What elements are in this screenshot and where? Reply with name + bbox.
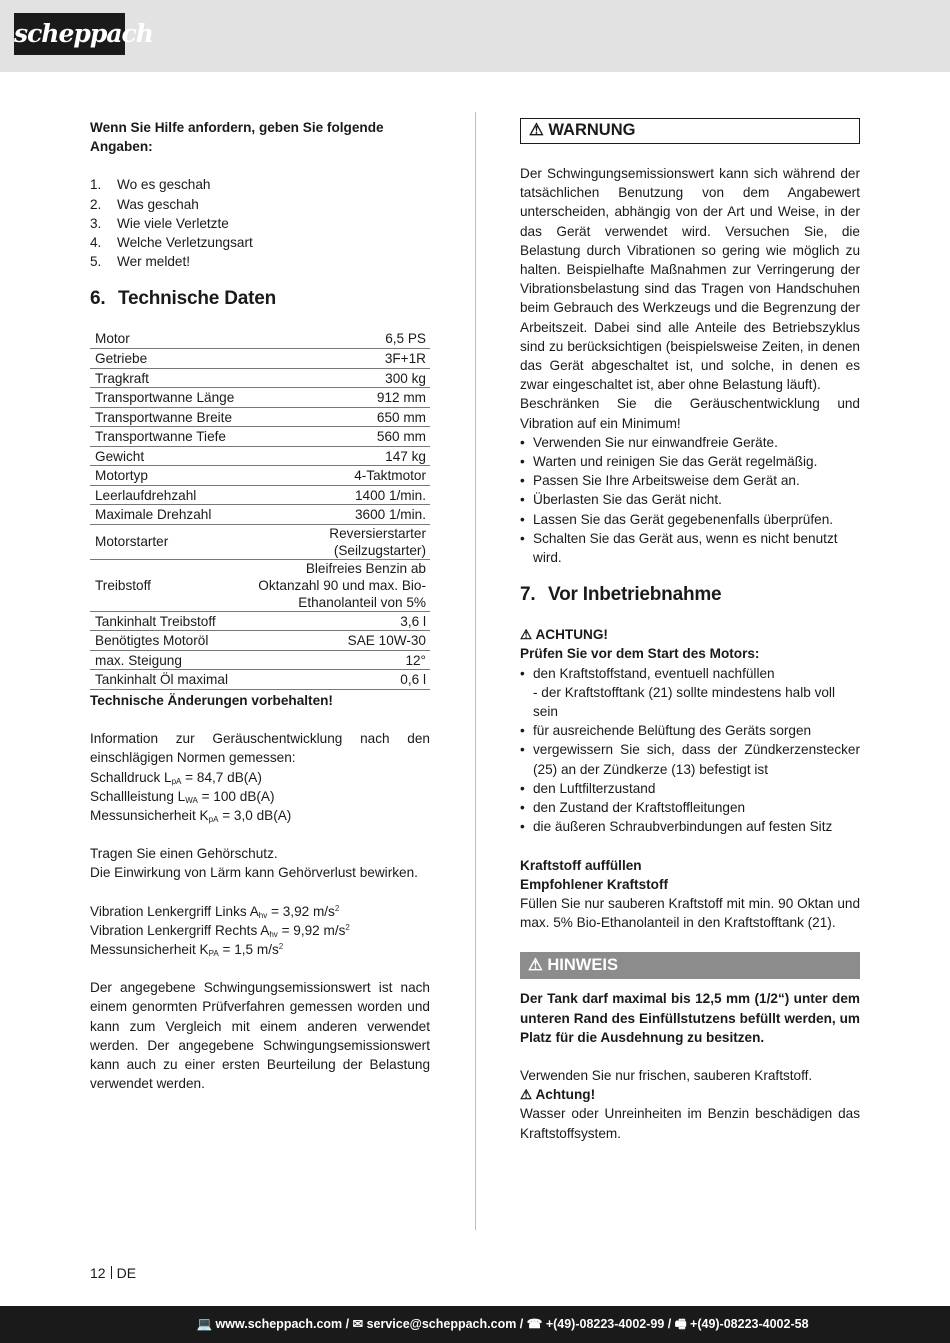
table-row xyxy=(90,388,430,408)
help-list xyxy=(90,175,430,271)
spec-label: Motorstarter xyxy=(90,524,240,559)
warning-box xyxy=(520,118,860,144)
website-link[interactable]: www.scheppach.com xyxy=(215,1317,343,1331)
hearing-warning: Die Einwirkung von Lärm kann Gehörverlust bewirken. xyxy=(90,865,418,881)
vibration-text: Der angegebene Schwingungsemissionswert ist nach einem genormten Prüfverfahren gemessen worden und kann zum Vergleich mit einem anderen verwendet werden. Der angegebene Schwingungsemissionswert kann auch zu einer ersten Beurteilung der Belastung verwendet werden. xyxy=(90,980,430,1092)
list-item: • Lassen Sie das Gerät gegebenenfalls überprüfen. xyxy=(520,510,860,529)
fax-number: +(49)-08223-4002-58 xyxy=(690,1317,809,1331)
fuel-title: Kraftstoff auffüllen xyxy=(520,857,642,873)
section-heading-technical-data: 6. Technische Daten xyxy=(90,288,276,310)
spec-label: Benötigtes Motoröl xyxy=(90,631,240,651)
notice-box xyxy=(520,952,860,979)
mail-icon: ✉ xyxy=(352,1317,364,1331)
list-item: 2. Was geschah xyxy=(90,196,199,212)
caution-label-2: ⚠ Achtung! xyxy=(520,1087,596,1103)
header-bar xyxy=(0,0,950,72)
table-row xyxy=(90,505,430,525)
fresh-fuel-text: Verwenden Sie nur frischen, sauberen Kraftstoff. xyxy=(520,1067,813,1083)
spec-label: Tankinhalt Öl maximal xyxy=(90,670,240,690)
list-item: • Passen Sie Ihre Arbeitsweise dem Gerät an. xyxy=(520,471,860,490)
spec-label: Leerlaufdrehzahl xyxy=(90,485,240,505)
noise-info: Information zur Geräuschentwicklung nach den einschlägigen Normen gemessen: xyxy=(90,731,430,766)
table-row xyxy=(90,329,430,349)
table-row xyxy=(90,524,430,559)
spec-label: Gewicht xyxy=(90,446,240,466)
column-divider xyxy=(475,112,476,1230)
help-intro: Wenn Sie Hilfe anfordern, geben Sie folgende Angaben: xyxy=(90,120,384,155)
spec-label: Maximale Drehzahl xyxy=(90,505,240,525)
water-text: Wasser oder Unreinheiten im Benzin beschädigen das Kraftstoffsystem. xyxy=(520,1106,860,1141)
list-item: 4. Welche Verletzungsart xyxy=(90,235,253,251)
fuel-text: Füllen Sie nur sauberen Kraftstoff mit min. 90 Oktan und max. 5% Bio-Ethanolanteil in den Kraftstofftank (21). xyxy=(520,895,860,931)
limit-text: Beschränken Sie die Geräuschentwicklung und Vibration auf ein Minimum! xyxy=(520,396,860,431)
table-row xyxy=(90,368,430,388)
list-item: 1. Wo es geschah xyxy=(90,177,211,193)
spec-value: Bleifreies Benzin ab Oktanzahl 90 und max. Bio-Ethanolanteil von 5% xyxy=(240,559,430,611)
spec-label: Transportwanne Länge xyxy=(90,388,240,408)
spec-label: Getriebe xyxy=(90,349,240,369)
list-item: 3. Wie viele Verletzte xyxy=(90,215,229,231)
list-item: • Schalten Sie das Gerät aus, wenn es nicht benutzt wird. xyxy=(520,529,860,567)
table-row xyxy=(90,670,430,690)
spec-label: Treibstoff xyxy=(90,559,240,611)
spec-value: 147 kg xyxy=(240,446,430,466)
caution-icon: ⚠ xyxy=(520,1087,533,1103)
email-link[interactable]: service@scheppach.com xyxy=(366,1317,517,1331)
spec-value: 0,6 l xyxy=(240,670,430,690)
table-row xyxy=(90,427,430,447)
check-list xyxy=(520,664,860,837)
page-number: 12 DE xyxy=(90,1265,137,1281)
right-column xyxy=(520,118,860,1143)
list-item: • Verwenden Sie nur einwandfreie Geräte. xyxy=(520,433,860,452)
footer-bar: 💻 www.scheppach.com / ✉ service@scheppach.com / ☎ +(49)-08223-4002-99 / 🖷 +(49)-08223-4002-58 xyxy=(0,1306,950,1343)
table-row xyxy=(90,650,430,670)
table-row xyxy=(90,349,430,369)
phone-icon: ☎ xyxy=(526,1317,543,1331)
notice-text: Der Tank darf maximal bis 12,5 mm (1/2“) unter dem unteren Rand des Einfüllstutzens befüllt werden, um Platz für die Ausdehnung zu besitzen. xyxy=(520,991,860,1045)
computer-icon: 💻 xyxy=(196,1317,213,1331)
section-heading-before-operation: 7. Vor Inbetriebnahme xyxy=(520,584,722,606)
vibration-value-2: Vibration Lenkergriff Rechts $A_{hv} = 9,92$ $m/s^2$ xyxy=(90,922,350,939)
caution-icon: ⚠ xyxy=(520,627,533,643)
left-column xyxy=(90,118,430,1093)
list-item: • den Luftfilterzustand xyxy=(520,779,860,798)
notice-title: HINWEIS xyxy=(547,956,618,975)
spec-value: 3600 1/min. xyxy=(240,505,430,525)
spec-table xyxy=(90,329,430,690)
noise-value-1: Schalldruck $L_{pA} = 84,7$ dB(A) xyxy=(90,769,262,786)
spec-value: 3,6 l xyxy=(240,611,430,631)
warning-title: WARNUNG xyxy=(548,121,636,139)
table-row xyxy=(90,466,430,486)
fuel-subtitle: Empfohlener Kraftstoff xyxy=(520,876,669,892)
hearing-protection: Tragen Sie einen Gehörschutz. xyxy=(90,846,278,862)
spec-label: Motortyp xyxy=(90,466,240,486)
tech-changes-note: Technische Änderungen vorbehalten! xyxy=(90,692,333,708)
spec-label: Transportwanne Tiefe xyxy=(90,427,240,447)
spec-value: 4-Taktmotor xyxy=(240,466,430,486)
phone-number: +(49)-08223-4002-99 xyxy=(545,1317,665,1331)
spec-value: 650 mm xyxy=(240,407,430,427)
check-title: Prüfen Sie vor dem Start des Motors: xyxy=(520,646,760,662)
list-item: • Überlasten Sie das Gerät nicht. xyxy=(520,490,860,509)
list-item: • die äußeren Schraubverbindungen auf festen Sitz xyxy=(520,817,860,836)
table-row xyxy=(90,611,430,631)
spec-label: Tankinhalt Treibstoff xyxy=(90,611,240,631)
list-item: • den Kraftstoffstand, eventuell nachfüllen - der Kraftstofftank (21) sollte mindestens halb voll sein xyxy=(520,664,860,722)
spec-label: Tragkraft xyxy=(90,368,240,388)
spec-value: 1400 1/min. xyxy=(240,485,430,505)
table-row xyxy=(90,485,430,505)
noise-value-3: Messunsicherheit $K_{pA} = 3,0$ dB(A) xyxy=(90,807,292,824)
spec-value: 300 kg xyxy=(240,368,430,388)
spec-value: SAE 10W-30 xyxy=(240,631,430,651)
list-item: • vergewissern Sie sich, dass der Zündkerzenstecker (25) an der Zündkerze (13) befestigt ist xyxy=(520,740,860,778)
table-row xyxy=(90,631,430,651)
spec-label: max. Steigung xyxy=(90,650,240,670)
spec-value: 6,5 PS xyxy=(240,329,430,349)
warning-icon: ⚠ xyxy=(529,121,544,139)
vibration-value-3: Messunsicherheit $K_{PA} = 1,5$ $m/s^2$ xyxy=(90,941,284,958)
spec-value: 12° xyxy=(240,650,430,670)
caution-label: ⚠ ACHTUNG! xyxy=(520,627,608,643)
noise-value-2: Schallleistung $L_{WA} = 100$ dB(A) xyxy=(90,788,275,805)
list-item: • Warten und reinigen Sie das Gerät regelmäßig. xyxy=(520,452,860,471)
notice-icon: ⚠ xyxy=(528,956,543,975)
warning-text: Der Schwingungsemissionswert kann sich während der tatsächlichen Benutzung von dem Angabewert unterscheiden, abhängig von der Art und Weise, in der das Gerät verwendet wird. Versuchen Sie, die Belastung durch Vibrationen so gering wie möglich zu halten. Beispielhafte Maßnahmen zur Verringerung der Vibrationsbelastung sind das Tragen von Handschuhen beim Gebrauch des Werkzeugs und die Begrenzung der Arbeitszeit. Dabei sind alle Anteile des Betriebszyklus sind zu berücksichtigen (beispielsweise Zeiten, in denen das Gerät abgeschaltet ist, und solche, in denen es zwar eingeschaltet ist, aber ohne Belastung läuft). xyxy=(520,166,860,393)
fax-icon: 🖷 xyxy=(674,1317,687,1331)
spec-label: Transportwanne Breite xyxy=(90,407,240,427)
spec-label: Motor xyxy=(90,329,240,349)
spec-value: 912 mm xyxy=(240,388,430,408)
limit-list xyxy=(520,433,860,567)
table-row xyxy=(90,559,430,611)
brand-logo: scheppach xyxy=(14,13,125,55)
spec-value: 560 mm xyxy=(240,427,430,447)
spec-value: Reversierstarter (Seilzugstarter) xyxy=(240,524,430,559)
list-item: • den Zustand der Kraftstoffleitungen xyxy=(520,798,860,817)
list-item: 5. Wer meldet! xyxy=(90,254,191,270)
table-row xyxy=(90,446,430,466)
list-item: • für ausreichende Belüftung des Geräts sorgen xyxy=(520,721,860,740)
spec-value: 3F+1R xyxy=(240,349,430,369)
vibration-value-1: Vibration Lenkergriff Links $A_{hv} = 3,92$ $m/s^2$ xyxy=(90,903,340,920)
table-row xyxy=(90,407,430,427)
